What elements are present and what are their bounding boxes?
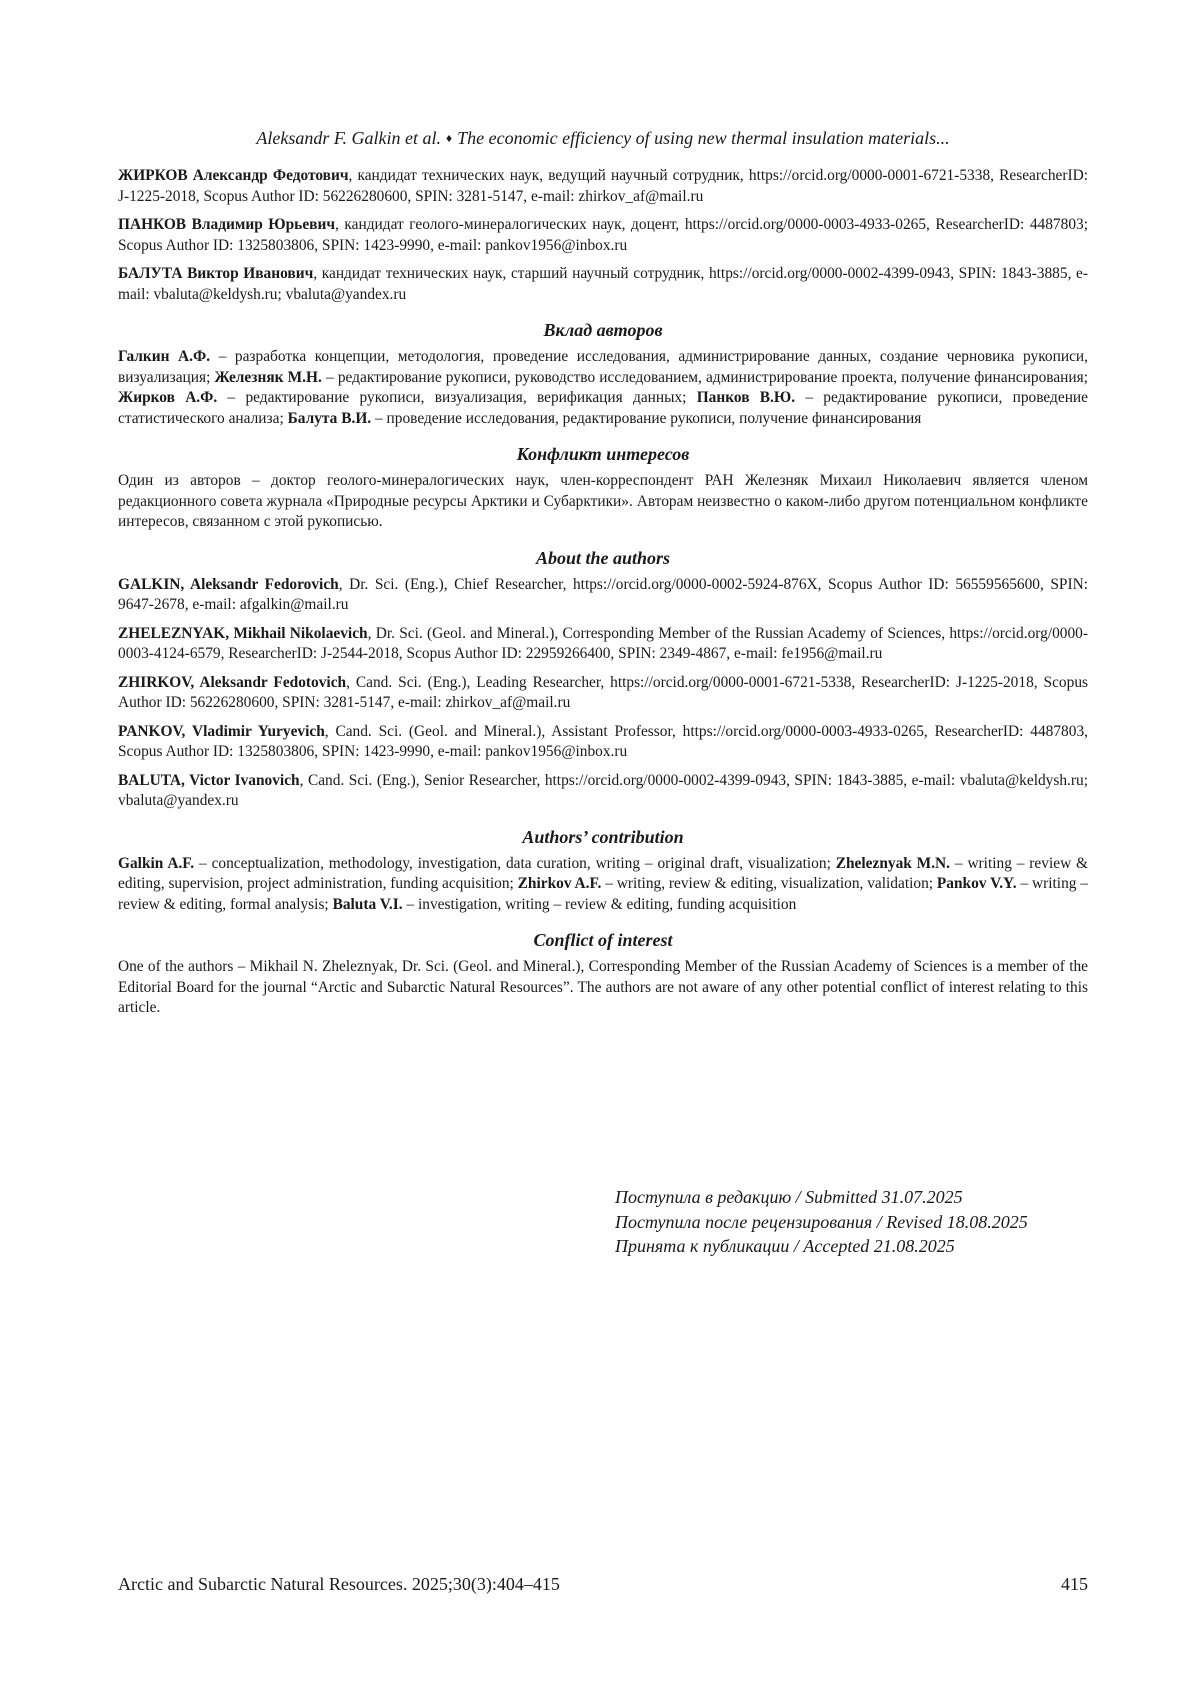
contributor-name: Панков В.Ю.: [696, 389, 796, 406]
author-name: BALUTA, Victor Ivanovich: [118, 771, 300, 789]
contribution-text: – проведение исследования, редактирование рукописи, получение финансирования: [371, 409, 922, 427]
running-head: [118, 126, 1088, 150]
contribution-text: – редактирование рукописи, проведение статистического анализа;: [118, 389, 1088, 427]
conflict-paragraph-ru: Один из авторов – доктор геолого-минералогических наук, член-корреспондент РАН Железняк Михаил Николаевич является членом редакционного совета журнала «Природные ресурсы Арктики и Субарктики». Авторам неизвестно о каком-либо другом потенциальном конфликте интересов, связанном с этой рукописью.: [118, 472, 1088, 530]
section-heading-contribution-ru: Вклад авторов: [543, 320, 663, 340]
contribution-text: – investigation, writing – review & editing, funding acquisition: [402, 895, 797, 913]
author-details: , кандидат технических наук, ведущий научный сотрудник, https://orcid.org/0000-0001-6721-5338, ResearcherID: J-1225-2018, Scopus Author ID: 56226280600, SPIN: 3281-5147, e-mail: zhirkov_af@mail.ru: [118, 167, 1088, 205]
contributor-name: Жирков А.Ф.: [118, 389, 218, 406]
date-submitted: Поступила в редакцию / Submitted 31.07.2025: [615, 1187, 963, 1207]
contributor-name: Pankov V.Y.: [936, 875, 1017, 892]
author-entry-ru: [118, 166, 1088, 207]
contribution-text: – редактирование рукописи, руководство исследованием, администрирование проекта, получение финансирования;: [321, 368, 1088, 386]
journal-citation: Arctic and Subarctic Natural Resources. 2025;30(3):404–415: [118, 1574, 560, 1594]
diamond-separator-icon: ♦: [446, 131, 453, 145]
contributor-name: Железняк М.Н.: [214, 368, 322, 386]
contribution-paragraph-en: [118, 854, 1088, 916]
author-entry-en: [118, 771, 1088, 812]
author-entry-ru: [118, 215, 1088, 256]
author-name: ПАНКОВ Владимир Юрьевич: [118, 216, 336, 233]
author-name: ZHELEZNYAK, Mikhail Nikolaevich: [118, 624, 368, 642]
contribution-text: – conceptualization, methodology, investigation, data curation, writing – original draft, visualization;: [194, 854, 836, 872]
contributor-name: Zheleznyak M.N.: [835, 854, 951, 872]
contribution-text: – writing, review & editing, visualization, validation;: [601, 875, 937, 892]
page-footer: [118, 1572, 1088, 1596]
author-details: , Cand. Sci. (Eng.), Leading Researcher, https://orcid.org/0000-0001-6721-5338, ResearcherID: J-1225-2018, Scopus Author ID: 56226280600, SPIN: 3281-5147, e-mail: zhirkov_af@mail.ru: [118, 673, 1089, 711]
contribution-text: – writing – review & editing, formal analysis;: [118, 875, 1089, 913]
author-entry-en: [118, 624, 1088, 665]
running-head-article-title: The economic efficiency of using new thermal insulation materials...: [457, 128, 950, 148]
article-dates: [615, 1185, 1028, 1259]
section-heading-conflict-ru: Конфликт интересов: [516, 444, 690, 464]
contributor-name: Zhirkov A.F.: [517, 875, 602, 892]
section-heading-about-authors: About the authors: [535, 547, 671, 568]
contributor-name: Galkin A.F.: [118, 854, 195, 872]
running-head-authors: Aleksandr F. Galkin et al.: [256, 128, 442, 148]
author-name: ЖИРКОВ Александр Федотович: [118, 167, 349, 184]
date-revised: Поступила после рецензирования / Revised 18.08.2025: [615, 1211, 1028, 1232]
author-entry-en: [118, 673, 1088, 714]
author-entry-ru: [118, 264, 1088, 305]
contributor-name: Балута В.И.: [287, 409, 372, 427]
author-name: PANKOV, Vladimir Yuryevich: [118, 722, 325, 740]
author-details: , Dr. Sci. (Eng.), Chief Researcher, https://orcid.org/0000-0002-5924-876X, Scopus Author ID: 56559565600, SPIN: 9647-2678, e-mail: afgalkin@mail.ru: [118, 575, 1088, 613]
author-details: , Dr. Sci. (Geol. and Mineral.), Corresponding Member of the Russian Academy of Sciences, https://orcid.org/0000-0003-4124-6579, ResearcherID: J-2544-2018, Scopus Author ID: 22959266400, SPIN: 2349-4867, e-mail: fe1956@mail.ru: [118, 624, 1088, 662]
author-details: , Cand. Sci. (Eng.), Senior Researcher, https://orcid.org/0000-0002-4399-0943, SPIN: 1843-3885, e-mail: vbaluta@keldysh.ru; vbaluta@yandex.ru: [118, 771, 1088, 809]
author-name: GALKIN, Aleksandr Fedorovich: [118, 575, 339, 593]
author-details: , кандидат технических наук, старший научный сотрудник, https://orcid.org/0000-0002-4399-0943, SPIN: 1843-3885, e-mail: vbaluta@keldysh.ru; vbaluta@yandex.ru: [118, 265, 1088, 303]
section-heading-contribution-en: Authors’ contribution: [522, 826, 684, 847]
conflict-paragraph-en: One of the authors – Mikhail N. Zheleznyak, Dr. Sci. (Geol. and Mineral.), Corresponding Member of the Russian Academy of Sciences is a member of the Editorial Board for the journal “Arctic and Subarctic Natural Resources”. The authors are not aware of any other potential conflict of interest relating to this article.: [118, 958, 1088, 1016]
contribution-paragraph-ru: [118, 347, 1088, 429]
author-details: , кандидат геолого-минералогических наук, доцент, https://orcid.org/0000-0003-4933-0265, ResearcherID: 4487803; Scopus Author ID: 1325803806, SPIN: 1423-9990, e-mail: pankov1956@inbox.ru: [118, 216, 1088, 254]
date-accepted: Принята к публикации / Accepted 21.08.2025: [615, 1236, 955, 1256]
contribution-text: – разработка концепции, методология, проведение исследования, администрирование данных, создание черновика рукописи, визуализация;: [118, 348, 1088, 386]
contribution-text: – редактирование рукописи, визуализация, верификация данных;: [217, 389, 697, 406]
contributor-name: Baluta V.I.: [332, 895, 403, 913]
author-entry-en: [118, 575, 1088, 616]
section-heading-conflict-en: Conflict of interest: [533, 930, 673, 950]
contributor-name: Галкин А.Ф.: [118, 348, 211, 365]
author-entry-en: [118, 722, 1088, 763]
author-name: БАЛУТА Виктор Иванович: [118, 265, 314, 282]
contribution-text: – writing – review & editing, supervision, project administration, funding acquisition;: [118, 854, 1089, 892]
author-name: ZHIRKOV, Aleksandr Fedotovich: [118, 673, 347, 691]
page-content: [118, 126, 1088, 1027]
page-number: 415: [1061, 1574, 1088, 1594]
author-details: , Cand. Sci. (Geol. and Mineral.), Assistant Professor, https://orcid.org/0000-0003-4933-0265, ResearcherID: 4487803, Scopus Author ID: 1325803806, SPIN: 1423-9990, e-mail: pankov1956@inbox.ru: [118, 722, 1088, 760]
